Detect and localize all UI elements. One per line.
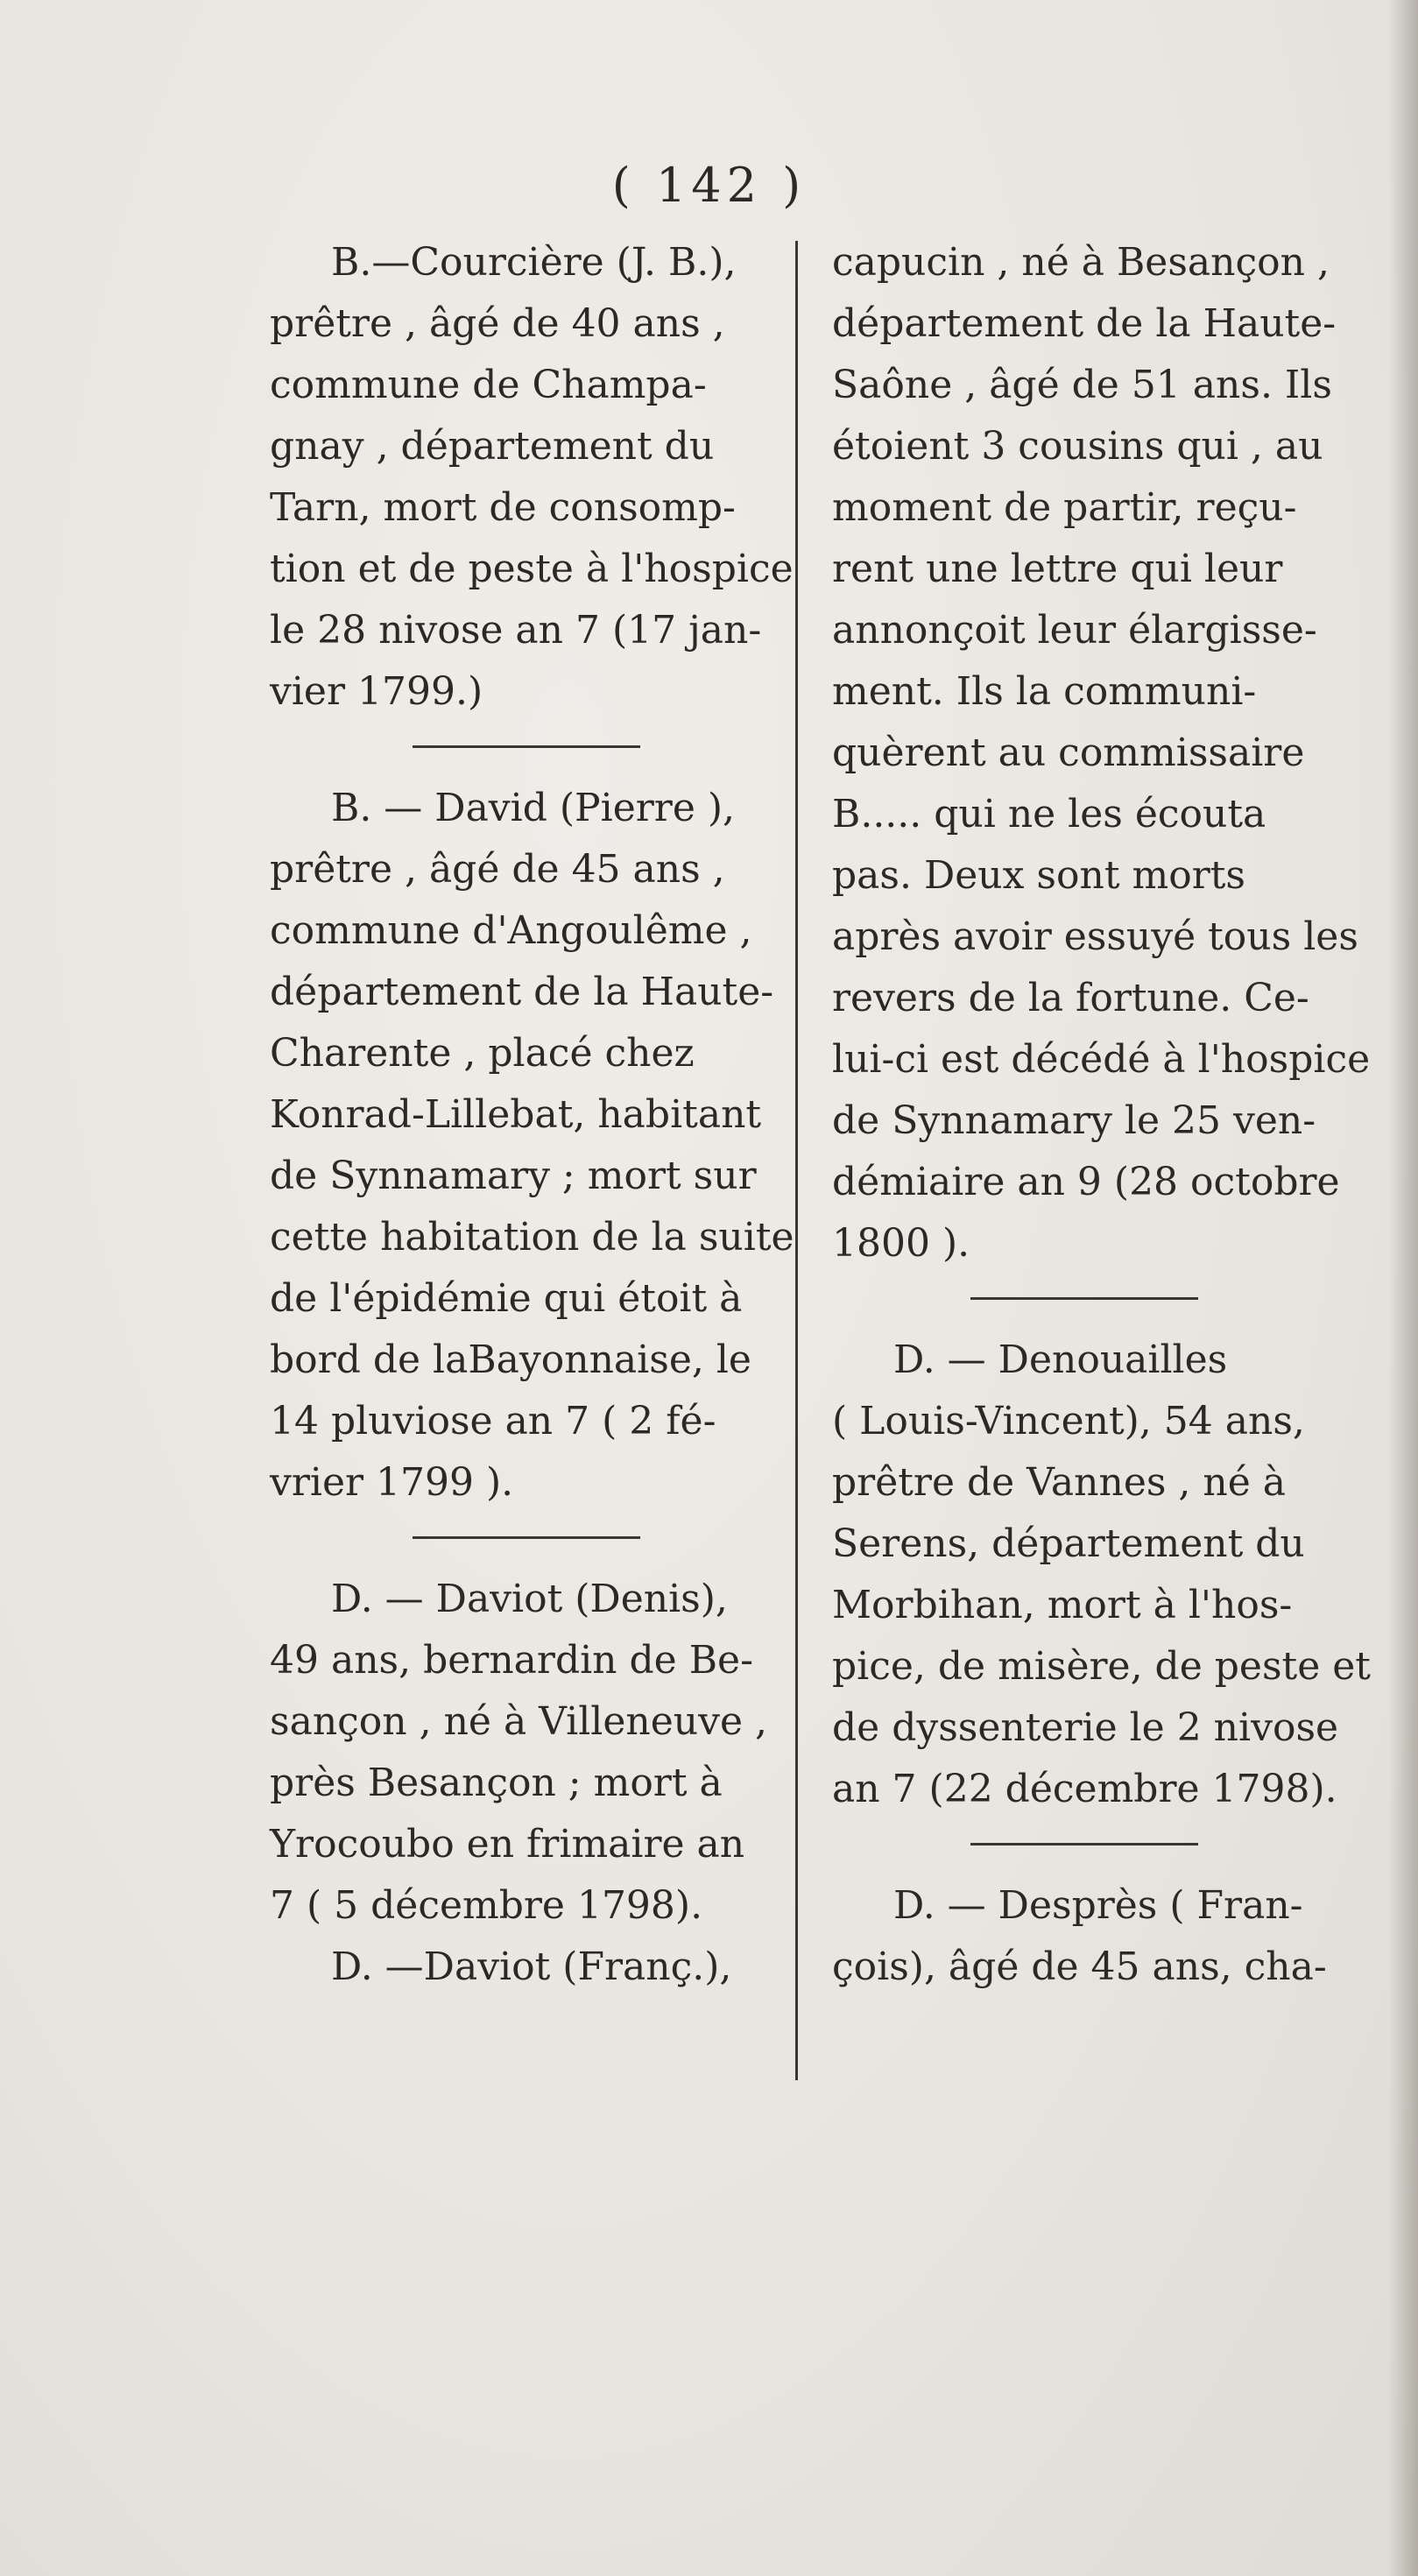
text-line: tion et de peste à l'hospice [270, 547, 794, 591]
text-line: Charente , placé chez [270, 1031, 695, 1076]
text-line: démiaire an 9 (28 octobre [832, 1160, 1340, 1204]
text-line: 1800 ). [832, 1221, 970, 1266]
right-column [832, 232, 1371, 1998]
text-line: étoient 3 cousins qui , au [832, 424, 1323, 469]
text-line: prêtre , âgé de 45 ans , [270, 847, 725, 892]
text-line: 14 pluviose an 7 ( 2 fé- [270, 1399, 716, 1443]
section-rule [413, 1536, 640, 1539]
text-line: annonçoit leur élargisse- [832, 608, 1317, 653]
text-line: ment. Ils la communi- [832, 669, 1257, 714]
text-line: commune de Champa- [270, 363, 707, 407]
text-line: après avoir essuyé tous les [832, 914, 1358, 959]
text-line: gnay , département du [270, 424, 715, 469]
text-line: de Synnamary ; mort sur [270, 1154, 757, 1198]
text-line: prêtre , âgé de 40 ans , [270, 301, 725, 346]
section-rule [413, 745, 640, 748]
text-line: vier 1799.) [270, 669, 483, 714]
text-line: département de la Haute- [832, 301, 1337, 346]
text-line: vrier 1799 ). [270, 1460, 514, 1505]
text-line: bord de laBayonnaise, le [270, 1337, 751, 1382]
page-edge-shadow [1388, 0, 1418, 2576]
text-line: 49 ans, bernardin de Be- [270, 1638, 753, 1683]
page-number: ( 142 ) [611, 158, 807, 213]
section-rule [970, 1843, 1198, 1846]
text-line: lui-ci est décédé à l'hospice [832, 1037, 1371, 1082]
text-line: quèrent au commissaire [832, 730, 1305, 775]
text-line: B. — David (Pierre ), [331, 786, 736, 830]
text-line: ( Louis-Vincent), 54 ans, [832, 1399, 1305, 1443]
text-line: prêtre de Vannes , né à [832, 1460, 1286, 1505]
text-line: le 28 nivose an 7 (17 jan- [270, 608, 762, 653]
section-rule [970, 1297, 1198, 1300]
text-line: revers de la fortune. Ce- [832, 976, 1309, 1020]
text-line: Tarn, mort de consomp- [270, 485, 736, 530]
text-line: pice, de misère, de peste et [832, 1644, 1371, 1689]
text-line: D. — Denouailles [893, 1337, 1228, 1382]
text-line: capucin , né à Besançon , [832, 240, 1330, 285]
text-line: an 7 (22 décembre 1798). [832, 1767, 1337, 1811]
text-line: çois), âgé de 45 ans, cha- [832, 1944, 1327, 1989]
text-line: sançon , né à Villeneuve , [270, 1699, 768, 1744]
text-line: D. —Daviot (Franç.), [331, 1944, 732, 1989]
text-line: B.—Courcière (J. B.), [331, 240, 737, 285]
text-line: commune d'Angoulême , [270, 908, 752, 953]
text-line: de dyssenterie le 2 nivose [832, 1705, 1339, 1750]
text-line: rent une lettre qui leur [832, 547, 1283, 591]
text-line: D. — Daviot (Denis), [331, 1577, 728, 1621]
text-line: de Synnamary le 25 ven- [832, 1098, 1316, 1143]
text-line: cette habitation de la suite [270, 1215, 794, 1260]
column-divider [795, 241, 798, 2080]
text-line: 7 ( 5 décembre 1798). [270, 1883, 703, 1928]
text-line: pas. Deux sont morts [832, 853, 1245, 898]
text-line: département de la Haute- [270, 970, 774, 1014]
text-line: D. — Desprès ( Fran- [893, 1883, 1303, 1928]
text-line: Morbihan, mort à l'hos- [832, 1583, 1293, 1627]
text-line: Serens, département du [832, 1521, 1305, 1566]
left-column [270, 232, 794, 1998]
text-line: près Besançon ; mort à [270, 1761, 723, 1805]
text-line: B..... qui ne les écouta [832, 792, 1266, 836]
text-line: de l'épidémie qui étoit à [270, 1276, 743, 1321]
text-line: moment de partir, reçu- [832, 485, 1297, 530]
text-line: Saône , âgé de 51 ans. Ils [832, 363, 1332, 407]
text-line: Yrocoubo en frimaire an [270, 1822, 745, 1867]
text-line: Konrad-Lillebat, habitant [270, 1092, 762, 1137]
